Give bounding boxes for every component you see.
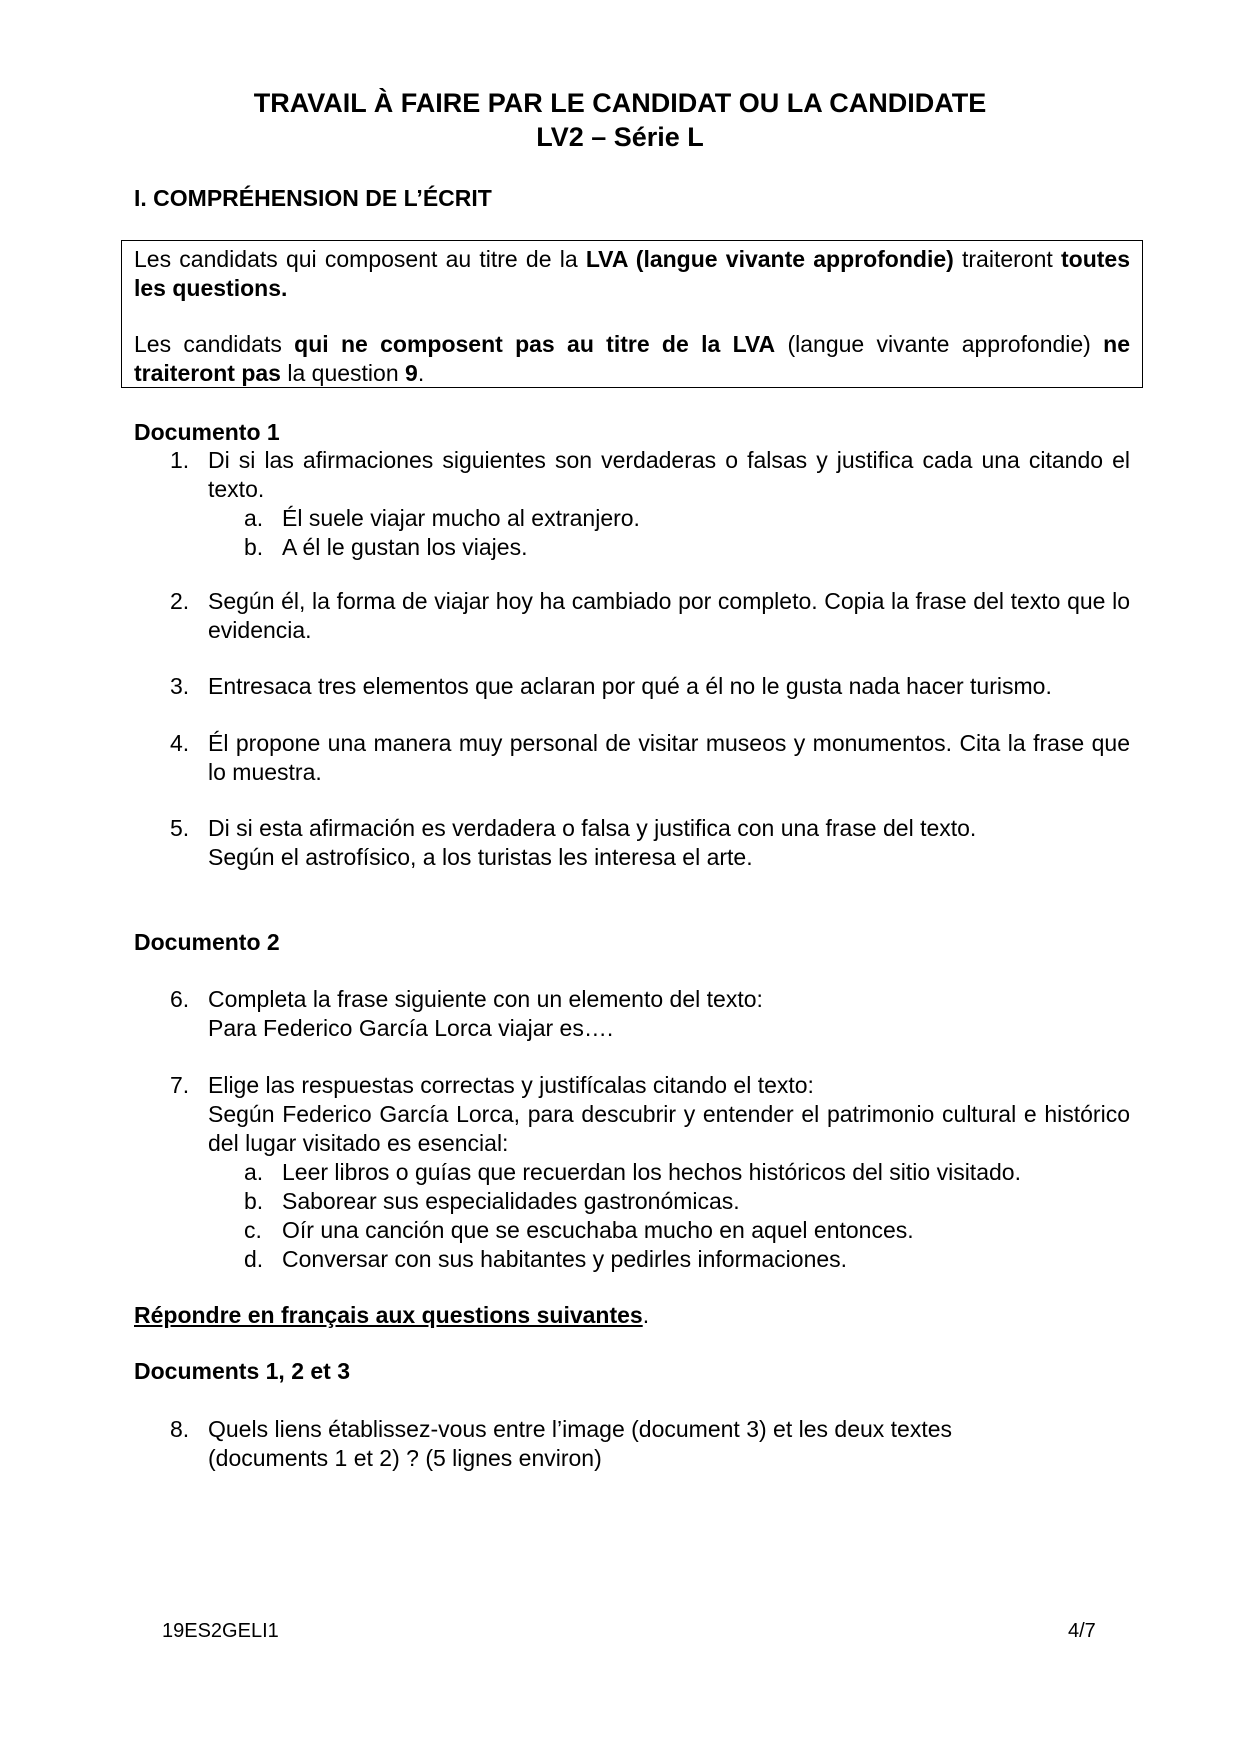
question-number: 1. <box>170 447 190 473</box>
question-statement: Según el astrofísico, a los turistas les interesa el arte. <box>208 844 753 870</box>
option-a: a. Leer libros o guías que recuerdan los hechos históricos del sitio visitado. <box>244 1159 1021 1185</box>
footer-code: 19ES2GELI1 <box>162 1620 279 1642</box>
question-statement: Según Federico García Lorca, para descubrir y entender el patrimonio cultural e histórico del lugar visitado es esencial: <box>208 1101 1130 1156</box>
option-a: a. Él suele viajar mucho al extranjero. <box>244 505 640 531</box>
notice-box <box>121 240 1143 388</box>
question-text: Él propone una manera muy personal de visitar museos y monumentos. Cita la frase que lo muestra. <box>208 730 1130 785</box>
french-instruction: Répondre en français aux questions suivantes. <box>134 1302 650 1328</box>
question-1 <box>170 446 1130 562</box>
notice-paragraph-2: Les candidats qui ne composent pas au titre de la LVA (langue vivante approfondie) ne traiteront pas la question 9. <box>134 331 1130 386</box>
question-5: 5. Di si esta afirmación es verdadera o falsa y justifica con una frase del texto. Según el astrofísico, a los turistas les interesa el arte. <box>170 814 1130 872</box>
question-6: 6. Completa la frase siguiente con un elemento del texto: Para Federico García Lorca viajar es…. <box>170 985 1130 1043</box>
question-text: Entresaca tres elementos que aclaran por qué a él no le gusta nada hacer turismo. <box>208 673 1052 699</box>
question-statement: Para Federico García Lorca viajar es…. <box>208 1015 614 1041</box>
doc2-heading: Documento 2 <box>134 929 280 955</box>
question-3: 3. Entresaca tres elementos que aclaran por qué a él no le gusta nada hacer turismo. <box>170 672 1130 701</box>
page-title: TRAVAIL À FAIRE PAR LE CANDIDAT OU LA CANDIDATE <box>253 88 987 118</box>
option-d: d. Conversar con sus habitantes y pedirles informaciones. <box>244 1246 848 1272</box>
question-statement: (documents 1 et 2) ? (5 lignes environ) <box>208 1445 602 1471</box>
question-text: Di si las afirmaciones siguientes son verdaderas o falsas y justifica cada una citando el texto. <box>208 447 1130 502</box>
question-text: Elige las respuestas correctas y justifícalas citando el texto: <box>208 1072 814 1098</box>
page-subtitle: LV2 – Série L <box>536 122 704 152</box>
notice-paragraph-1: Les candidats qui composent au titre de la LVA (langue vivante approfondie) traiteront toutes les questions. <box>134 246 1130 301</box>
question-7: 7. Elige las respuestas correctas y justifícalas citando el texto: Según Federico García Lorca, para descubrir y entender el patrimonio cultural e histórico del lugar visitado es esencial: a. Leer libros o guías que recuerdan los hechos históricos del sitio visitado. b. Saborear sus especialidades gastronómicas. c. Oír una canción que se escuchaba mucho en aquel entonces. d. Conversar con sus habitantes y pedirles informaciones. <box>170 1072 1130 1272</box>
question-2: 2. Según él, la forma de viajar hoy ha cambiado por completo. Copia la frase del texto que lo evidencia. <box>170 588 1130 643</box>
option-c: c. Oír una canción que se escuchaba mucho en aquel entonces. <box>244 1217 914 1243</box>
section-heading: I. COMPRÉHENSION DE L’ÉCRIT <box>134 185 492 211</box>
footer-page-number: 4/7 <box>1068 1620 1096 1642</box>
question-text: Según él, la forma de viajar hoy ha cambiado por completo. Copia la frase del texto que lo evidencia. <box>208 588 1130 643</box>
question-text: Di si esta afirmación es verdadera o falsa y justifica con una frase del texto. <box>208 815 977 841</box>
option-b: b. A él le gustan los viajes. <box>244 534 528 560</box>
doc123-heading: Documents 1, 2 et 3 <box>134 1358 351 1384</box>
question-4: 4. Él propone una manera muy personal de visitar museos y monumentos. Cita la frase que lo muestra. <box>170 730 1130 785</box>
question-text: Quels liens établissez-vous entre l’image (document 3) et les deux textes <box>208 1416 953 1442</box>
question-8: 8. Quels liens établissez-vous entre l’image (document 3) et les deux textes (documents 1 et 2) ? (5 lignes environ) <box>170 1415 1130 1473</box>
question-text: Completa la frase siguiente con un elemento del texto: <box>208 986 763 1012</box>
option-b: b. Saborear sus especialidades gastronómicas. <box>244 1188 740 1214</box>
doc1-heading: Documento 1 <box>134 419 280 445</box>
